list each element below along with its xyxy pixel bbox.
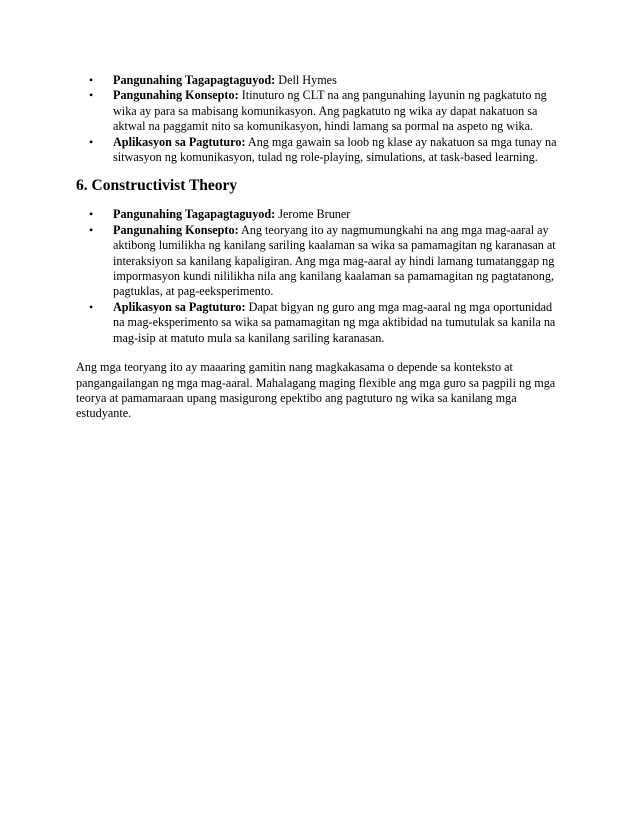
bullet-icon: •	[89, 134, 94, 149]
item-label: Pangunahing Tagapagtaguyod:	[113, 73, 276, 87]
section-heading: 6. Constructivist Theory	[76, 177, 238, 195]
item-label: Aplikasyon sa Pagtuturo:	[113, 134, 246, 149]
list-item	[89, 299, 566, 346]
bullet-icon: •	[89, 299, 94, 314]
list-item	[89, 73, 566, 88]
item-text: Dapat bigyan ng guro ang mga mag-aaral ng mga oportunidad na mag-eksperimento sa wika sa pamamagitan ng mga aktibidad na tumutulak sa kanila na mag-isip at matuto mula sa kanilang sariling karanasan.	[113, 299, 556, 345]
item-text: Ang teoryang ito ay nagmumungkahi na ang mga mag-aaral ay aktibong lumilikha ng kanilang sariling kaalaman sa wika sa pamamagitan ng karanasan at interaksiyon sa kanilang kapaligiran. Ang mga mag-aaral ay hindi lamang tumatanggap ng impormasyon kundi nililikha nila ang kanilang kaalaman sa pamamagitan ng pagtatanong, pagtuklas, at pag-eeksperimento.	[113, 222, 556, 299]
item-label: Pangunahing Tagapagtaguyod:	[113, 207, 276, 222]
item-text: Itinuturo ng CLT na ang pangunahing layunin ng pagkatuto ng wika ay para sa mabisang komunikasyon. Ang pagkatuto ng wika ay dapat nakatuon sa aktwal na paggamit nito sa komunikasyon, hindi lamang sa pormal na aspeto ng wika.	[113, 88, 547, 134]
item-label: Pangunahing Konsepto:	[113, 222, 239, 237]
bullet-icon: •	[89, 222, 94, 237]
bullet-icon: •	[89, 207, 94, 222]
list-item	[89, 88, 566, 134]
bullet-list-constructivist	[76, 207, 566, 346]
bullet-list-clt	[76, 73, 566, 165]
bullet-icon: •	[89, 73, 94, 87]
list-item	[89, 222, 566, 300]
item-text: Jerome Bruner	[275, 207, 351, 222]
closing-paragraph: Ang mga teoryang ito ay maaaring gamitin nang magkakasama o depende sa konteksto at pangangailangan ng mga mag-aaral. Mahalagang maging flexible ang mga guro sa pagpili ng mga teorya at pamamaraan upang masigurong epektibo ang pagtuturo ng wika sa kanilang mga estudyante.	[76, 360, 556, 421]
bullet-icon: •	[89, 88, 94, 103]
item-label: Aplikasyon sa Pagtuturo:	[113, 299, 246, 314]
document-page	[76, 73, 566, 422]
item-label: Pangunahing Konsepto:	[113, 88, 239, 103]
list-item	[89, 134, 566, 166]
list-item	[89, 207, 566, 222]
item-text: Dell Hymes	[275, 73, 337, 87]
item-text: Ang mga gawain sa loob ng klase ay nakatuon sa mga tunay na sitwasyon ng komunikasyon, tulad ng role-playing, simulations, at task-based learning.	[113, 134, 557, 165]
